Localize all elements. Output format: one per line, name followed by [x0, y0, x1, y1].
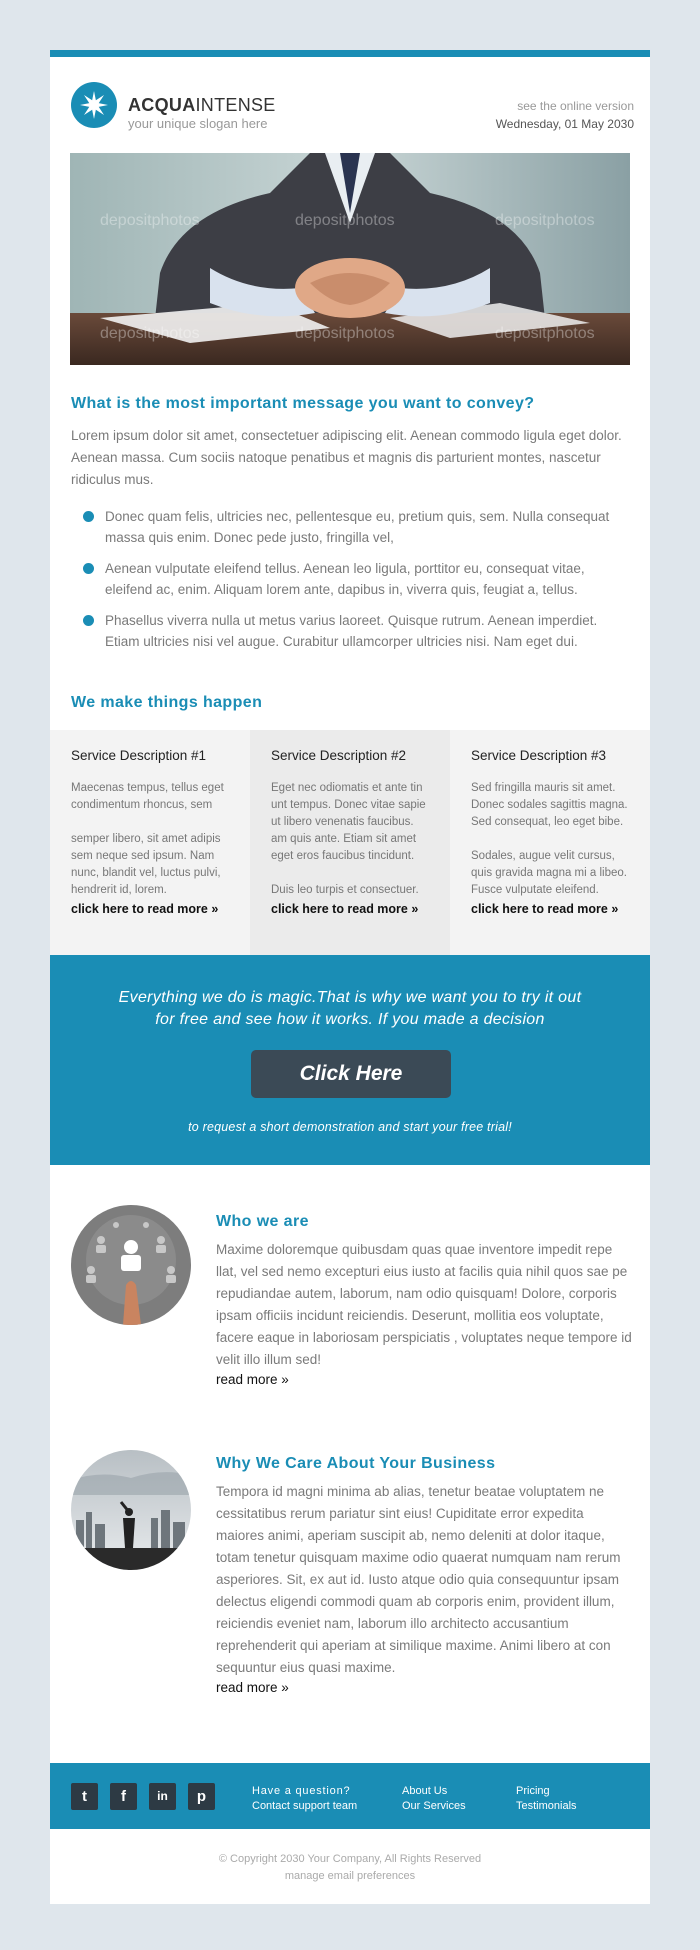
services-heading: We make things happen — [71, 694, 263, 711]
service-title: Service Description #1 — [71, 748, 207, 763]
email-container — [50, 50, 650, 1904]
svg-text:depositphotos: depositphotos — [100, 212, 200, 229]
pinterest-icon[interactable]: p — [188, 1783, 215, 1810]
who-we-are-heading: Who we are — [216, 1213, 309, 1230]
service-text: Sodales, augue velit cursus, quis gravida magna mi a libeo. Fusce vulputate eleifend. — [471, 850, 627, 896]
service-text: Maecenas tempus, tellus eget condimentum rhoncus, sem — [71, 782, 224, 811]
business-image — [71, 1450, 191, 1570]
who-we-are-read-more-link[interactable]: read more » — [216, 1372, 289, 1387]
service-card-3 — [450, 730, 650, 955]
logo — [71, 82, 117, 128]
cta-banner — [50, 955, 650, 1165]
list-item: Donec quam felis, ultricies nec, pellentesque eu, pretium quis, sem. Nulla consequat massa quis enim. Donec pede justo, fringilla vel, — [71, 506, 631, 548]
manage-preferences-link[interactable]: manage email preferences — [284, 1870, 416, 1882]
list-item: Aenean vulputate eleifend tellus. Aenean leo ligula, porttitor eu, consequat vitae, eleifend ac, enim. Aliquam lorem ante, dapibus in, viverra quis, feugiat a, tellus. — [71, 558, 631, 600]
online-version-link[interactable]: see the online version — [517, 99, 634, 113]
service-read-more-link[interactable]: click here to read more » — [71, 902, 219, 916]
question-label: Have a question? — [252, 1785, 351, 1797]
who-we-are-text: Maxime doloremque quibusdam quas quae inventore impedit repe llat, vel sed nemo excepturi eius iusto at facilis quia nihil quos sae pe repudiandae autem, laborum, nam odio quisquam! Dolore, corporis ipsam officiis incidunt reiciendis. Deserunt, mollitia eos voluptate, facere eaque in laboriosam perspiciatis , voluptates neque tempore id velit illo illum sed! — [216, 1242, 632, 1367]
services-row — [50, 730, 650, 955]
service-text: Sed fringilla mauris sit amet. Donec sodales sagittis magna. Sed consequat, leo eget bibe. — [471, 782, 628, 828]
brand-name: ACQUAINTENSE — [128, 95, 276, 115]
list-item: Phasellus viverra nulla ut metus varius laoreet. Quisque rutrum. Aenean imperdiet. Etiam ultricies nisi vel augue. Curabitur ullamcorper ultricies nisi. Nam eget dui. — [71, 610, 631, 652]
testimonials-link[interactable]: Testimonials — [516, 1800, 577, 1812]
intro-heading: What is the most important message you want to convey? — [71, 395, 535, 412]
svg-text:depositphotos: depositphotos — [295, 325, 395, 342]
svg-text:depositphotos: depositphotos — [495, 212, 595, 229]
contact-support-link[interactable]: Contact support team — [252, 1800, 358, 1812]
copyright — [50, 1851, 650, 1885]
footer-links-2 — [516, 1784, 577, 1814]
svg-text:depositphotos: depositphotos — [100, 325, 200, 342]
service-read-more-link[interactable]: click here to read more » — [471, 902, 619, 916]
service-text: Duis leo turpis et consectuer. — [271, 884, 419, 896]
bullet-icon — [83, 563, 94, 574]
svg-text:depositphotos: depositphotos — [495, 325, 595, 342]
footer-bar — [50, 1763, 650, 1829]
service-card-1 — [50, 730, 250, 955]
who-we-are-image — [71, 1205, 191, 1325]
service-title: Service Description #2 — [271, 748, 407, 763]
footer-contact — [252, 1784, 357, 1814]
why-we-care-read-more-link[interactable]: read more » — [216, 1680, 289, 1695]
why-we-care-text: Tempora id magni minima ab alias, tenetur beatae voluptatem ne cessitatibus rerum pariatur sint eius! Cupiditate error expedita maiores animi, aperiam suscipit ab, nemo deleniti at dolor itaque, totam tenetur quisquam maxime odio quaerat numquam nam rerum asperiores. Sit, ex aut id. Iusto atque odio quia consequuntur ipsam delectus eligendi commodi quam ab corporis enim, provident illum, reiciendis eveniet nam, laborum illo architecto accusantium reprehenderit qui aperiam at similique maxime. Animi libero at con sequuntur eius quasi maxime. — [216, 1484, 621, 1675]
bullet-icon — [83, 615, 94, 626]
linkedin-icon[interactable]: in — [149, 1783, 176, 1810]
header — [50, 57, 650, 157]
service-read-more-link[interactable]: click here to read more » — [271, 902, 419, 916]
twitter-icon[interactable]: t — [71, 1783, 98, 1810]
cta-subtext: to request a short demonstration and start your free trial! — [188, 1120, 512, 1134]
service-text: semper libero, sit amet adipis sem neque sed ipsum. Nam nunc, blandit vel, luctus pulvi, hendrerit id, lorem. — [71, 833, 221, 896]
facebook-icon[interactable]: f — [110, 1783, 137, 1810]
click-here-button[interactable]: Click Here — [251, 1050, 451, 1098]
hero-image — [70, 153, 630, 365]
svg-text:depositphotos: depositphotos — [295, 212, 395, 229]
starburst-icon — [71, 82, 117, 128]
footer-links-1 — [402, 1784, 466, 1814]
intro-paragraph: Lorem ipsum dolor sit amet, consectetuer adipiscing elit. Aenean commodo ligula eget dolor. Aenean massa. Cum sociis natoque penatibus et magnis dis parturient montes, nascetur ridiculus mus. — [71, 428, 622, 487]
bullet-list — [71, 506, 631, 662]
our-services-link[interactable]: Our Services — [402, 1800, 466, 1812]
service-card-2 — [250, 730, 450, 955]
businessman-photo — [70, 153, 630, 365]
copyright-text: © Copyright 2030 Your Company, All Rights Reserved — [218, 1853, 482, 1865]
about-us-link[interactable]: About Us — [402, 1785, 448, 1797]
date: Wednesday, 01 May 2030 — [495, 117, 634, 131]
why-we-care-heading: Why We Care About Your Business — [216, 1455, 496, 1472]
pricing-link[interactable]: Pricing — [516, 1785, 550, 1797]
service-text: Eget nec odiomatis et ante tin unt tempus. Donec vitae sapie ut libero venenatis faucibus. am quis ante. Etiam sit amet eget eros faucibus tincidunt. — [271, 782, 426, 862]
bullet-icon — [83, 511, 94, 522]
service-title: Service Description #3 — [471, 748, 607, 763]
slogan: your unique slogan here — [128, 116, 268, 131]
cta-text: Everything we do is magic.That is why we want you to try it out for free and see how it works. If you made a decision — [118, 989, 582, 1028]
